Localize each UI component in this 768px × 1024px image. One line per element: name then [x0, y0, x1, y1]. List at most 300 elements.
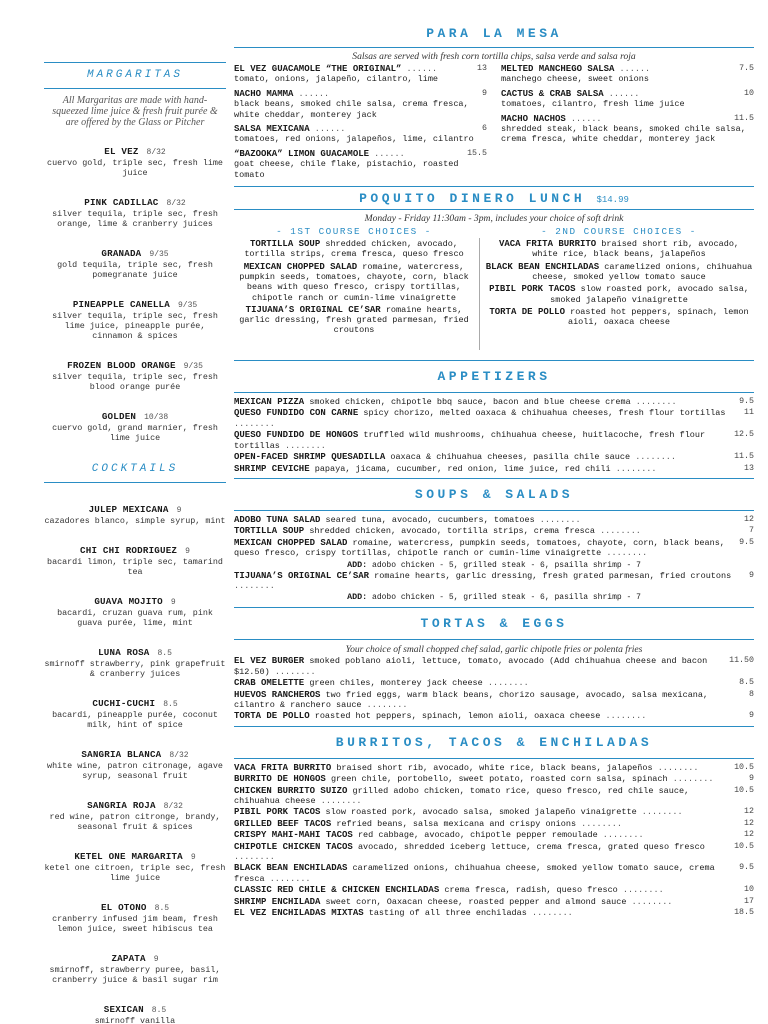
cocktails-title: COCKTAILS: [91, 463, 179, 475]
item-name: TORTILLA SOUP: [250, 239, 321, 250]
drink-name: SANGRIA BLANCA: [81, 749, 162, 760]
item-description: shredded chicken, avocado, tortilla strips, crema fresca: [309, 526, 595, 537]
item-price: 13: [744, 463, 754, 473]
menu-item: [234, 149, 487, 180]
item-name: CLASSIC RED CHILE & CHICKEN ENCHILADAS: [234, 885, 440, 896]
menu-item: [501, 64, 754, 85]
drink-description: white wine, patron citronage, agave syrup, seasonal fruit: [47, 761, 223, 781]
leader-dots: ........: [234, 580, 275, 591]
item-name: EL VEZ BURGER: [234, 656, 305, 667]
item-price: 10.5: [734, 841, 754, 851]
drink-description: smirnoff, strawberry puree, basil, cranberry juice & basil sugar rim: [49, 965, 221, 985]
item-price: 9.5: [739, 863, 754, 873]
drink-title-line: [44, 946, 226, 965]
item-name: HUEVOS RANCHEROS: [234, 689, 321, 700]
section-subtitle: Salsas are served with fresh corn tortilla chips, salsa verde and salsa roja: [352, 51, 636, 62]
drink-name: SEXICAN: [103, 1004, 144, 1015]
divider: [234, 758, 754, 759]
drink-description: cazadores blanco, simple syrup, mint: [44, 516, 226, 526]
drink-title-line: [44, 895, 226, 914]
leader-dots: ........: [601, 548, 648, 559]
drink-item: [44, 793, 226, 832]
drink-price: 9/35: [149, 250, 169, 259]
item-price: 13: [477, 64, 487, 73]
item-description: smoked chicken, chipotle bbq sauce, bacon and blue cheese crema: [309, 397, 631, 408]
item-description: roasted hot peppers, spinach, lemon aioli, oaxaca cheese: [567, 306, 749, 328]
item-description: romaine, watercress, pumpkin seeds, tomatoes, chayote, corn, black beans, queso fresco, crispy tortillas, chipotle ranch or cumin-lime vinaigrette: [234, 537, 725, 559]
item-name: “BAZOOKA” LIMON GUACAMOLE: [234, 148, 370, 159]
drink-item: [44, 497, 226, 526]
drink-item: [44, 353, 226, 392]
leader-dots: ........: [482, 678, 529, 689]
item-description: romaine hearts, garlic dressing, fresh grated parmesan, fried croutons: [239, 304, 469, 336]
item-price: 6: [482, 124, 487, 134]
drink-title-line: [44, 139, 226, 158]
menu-item: [234, 452, 754, 462]
drink-title-line: [44, 497, 226, 516]
leader-dots: ........: [361, 699, 408, 710]
leader-dots: ......: [565, 113, 602, 124]
item-description: manchego cheese, sweet onions: [501, 74, 649, 85]
drink-name: GOLDEN: [101, 411, 137, 422]
drink-name: CUCHI-CUCHI: [92, 698, 156, 709]
item-description: truffled wild mushrooms, chihuahua cheese, huitlacoche, fresh flour tortillas: [234, 430, 706, 451]
item-price: 12: [744, 830, 754, 840]
lunch-item: [484, 239, 754, 260]
item-name: SHRIMP CEVICHE: [234, 463, 310, 474]
item-price: 8: [749, 689, 754, 699]
item-name: MEXICAN CHOPPED SALAD: [243, 261, 358, 272]
lunch-item: [234, 305, 474, 336]
drink-price: 9: [176, 506, 182, 515]
drink-name: GRANADA: [101, 248, 142, 259]
drink-description: smirnoff strawberry, pink grapefruit & cranberry juices: [44, 659, 226, 679]
item-name: CHICKEN BURRITO SUIZO: [234, 785, 348, 796]
item-name: ADOBO TUNA SALAD: [234, 514, 321, 525]
drink-item: [44, 640, 226, 679]
add-ons: [234, 592, 754, 603]
item-description: tomatoes, red onions, jalapeños, lime, cilantro: [234, 134, 474, 145]
leader-dots: ........: [600, 711, 647, 722]
leader-dots: ......: [309, 124, 346, 135]
item-price: 7: [749, 526, 754, 536]
drink-price: 8.5: [154, 904, 170, 913]
item-name: PIBIL PORK TACOS: [489, 284, 576, 295]
item-name: TIJUANA’S ORIGINAL CE’SAR: [234, 570, 370, 581]
item-price: 9.5: [739, 397, 754, 407]
menu-item: [234, 807, 754, 817]
lunch-item: [234, 239, 474, 260]
menu-item: [234, 656, 754, 677]
leader-dots: ........: [264, 873, 311, 884]
add-label: ADD:: [347, 559, 368, 570]
menu-item: [501, 114, 754, 145]
menu-item: [234, 408, 754, 429]
leader-dots: ........: [617, 885, 664, 896]
drink-description: smirnoff vanilla: [94, 1016, 176, 1024]
drink-description: red wine, patron citronge, brandy, seasonal fruit & spices: [49, 812, 221, 832]
item-name: TORTA DE POLLO: [489, 306, 565, 317]
item-price: 9: [749, 774, 754, 784]
drink-title-line: [44, 691, 226, 710]
lunch-title: POQUITO DINERO LUNCH: [359, 191, 586, 207]
drink-title-line: [44, 997, 226, 1016]
divider: [234, 392, 754, 393]
item-price: 11.50: [729, 656, 754, 666]
item-price: 11.5: [734, 452, 754, 462]
menu-item: [234, 64, 487, 85]
drink-name: EL VEZ: [104, 146, 139, 157]
leader-dots: ........: [652, 762, 699, 773]
drink-name: PINK CADILLAC: [84, 197, 159, 208]
soups-section: [234, 478, 754, 603]
drink-name: KETEL ONE MARGARITA: [74, 851, 183, 862]
menu-item: [234, 124, 487, 145]
tortas-section: [234, 607, 754, 721]
lunch-item: [484, 262, 754, 283]
drink-description: gold tequila, triple sec, fresh pomegranate juice: [57, 260, 213, 280]
drink-title-line: [44, 589, 226, 608]
item-name: QUESO FUNDIDO DE HONGOS: [234, 430, 359, 441]
drink-title-line: [44, 844, 226, 863]
drink-title-line: [44, 241, 226, 260]
leader-dots: ........: [234, 852, 275, 863]
add-label: ADD:: [347, 592, 368, 603]
drink-title-line: [44, 538, 226, 557]
drink-item: [44, 404, 226, 443]
leader-dots: ........: [597, 830, 644, 841]
item-price: 9: [749, 711, 754, 721]
drink-price: 8.5: [151, 1006, 167, 1015]
item-price: 18.5: [734, 908, 754, 918]
item-name: CRAB OMELETTE: [234, 678, 305, 689]
drink-price: 8/32: [163, 802, 183, 811]
item-price: 10.5: [734, 762, 754, 772]
item-price: 12.5: [734, 430, 754, 440]
item-description: romaine hearts, garlic dressing, fresh grated parmesan, fried croutons: [374, 570, 732, 581]
drink-item: [44, 946, 226, 985]
item-price: 12: [744, 818, 754, 828]
item-name: QUESO FUNDIDO CON CARNE: [234, 408, 359, 419]
menu-item: [234, 842, 754, 863]
divider: [44, 482, 226, 483]
leader-dots: ........: [630, 397, 677, 408]
divider: [234, 47, 754, 48]
leader-dots: ......: [614, 64, 651, 74]
drink-name: PINEAPPLE CANELLA: [72, 299, 170, 310]
item-description: crema fresca, radish, queso fresco: [444, 885, 618, 896]
leader-dots: ......: [603, 88, 640, 99]
item-price: 11.5: [734, 113, 754, 123]
item-price: 9: [749, 570, 754, 580]
leader-dots: ........: [576, 818, 622, 829]
item-name: TORTA DE POLLO: [234, 711, 310, 722]
food-column: [234, 22, 754, 919]
item-description: green chile, portobello, sweet potato, roasted corn salsa, spinach: [330, 774, 668, 785]
menu-item: [234, 863, 754, 884]
item-price: 8.5: [739, 678, 754, 688]
drink-item: [44, 241, 226, 280]
menu-item: [234, 464, 754, 474]
item-price: 10: [744, 885, 754, 895]
item-name: VACA FRITA BURRITO: [498, 239, 597, 250]
burritos-list: [234, 763, 754, 919]
drink-price: 9: [190, 853, 196, 862]
drink-title-line: [44, 640, 226, 659]
item-price: 7.5: [739, 64, 754, 73]
item-description: tomatoes, cilantro, fresh lime juice: [501, 99, 685, 110]
drink-item: [44, 742, 226, 781]
drink-description: bacardi limon, triple sec, tamarind tea: [47, 557, 223, 577]
menu-item: [234, 690, 754, 711]
item-description: seared tuna, avocado, cucumbers, tomatoes: [325, 514, 535, 525]
drink-price: 9/35: [183, 362, 203, 371]
leader-dots: ........: [630, 452, 677, 463]
drink-name: FROZEN BLOOD ORANGE: [67, 360, 176, 371]
leader-dots: ......: [401, 64, 438, 74]
item-description: spicy chorizo, melted oaxaca & chihuahua cheeses, fresh flour tortillas: [363, 408, 726, 419]
item-description: papaya, jicama, cucumber, red onion, lime juice, red chili: [314, 463, 611, 474]
appetizers-list: [234, 397, 754, 474]
item-description: shredded chicken, avocado, tortilla strips, crema fresca, queso fresco: [244, 239, 464, 260]
menu-item: [234, 908, 754, 918]
leader-dots: ........: [626, 896, 673, 907]
burritos-section: [234, 726, 754, 919]
item-description: smoked poblano aioli, lettuce, tomato, avocado (Add chihuahua cheese and bacon $12.50): [234, 656, 708, 677]
section-subtitle: Monday - Friday 11:30am - 3pm, includes your choice of soft drink: [364, 213, 624, 225]
item-description: caramelized onions, chihuahua cheese, smoked yellow tomato sauce: [532, 261, 753, 282]
item-name: GRILLED BEEF TACOS: [234, 818, 332, 829]
drink-description: cuervo gold, triple sec, fresh lime juice: [47, 158, 223, 178]
drink-name: ZAPATA: [111, 953, 146, 964]
item-price: 12: [744, 807, 754, 817]
item-name: EL VEZ GUACAMOLE “THE ORIGINAL”: [234, 64, 402, 74]
leader-dots: ........: [636, 807, 683, 818]
item-price: 9: [482, 88, 487, 98]
drink-price: 9: [170, 598, 176, 607]
item-name: PIBIL PORK TACOS: [234, 807, 321, 818]
second-course: [484, 226, 754, 350]
leader-dots: ........: [269, 666, 316, 677]
menu-item: [234, 774, 754, 784]
menu-item: [234, 885, 754, 895]
item-description: caramelized onions, chihuahua cheese, smoked yellow tomato sauce, crema fresca: [234, 863, 715, 884]
item-description: grilled adobo chicken, tomato rice, queso fresco, red chile sauce, chihuahua cheese: [234, 785, 690, 806]
soups-list: [234, 515, 754, 603]
menu-item: [234, 515, 754, 525]
drink-name: CHI CHI RODRIGUEZ: [80, 545, 178, 556]
leader-dots: ........: [610, 463, 657, 474]
appetizers-section: [234, 360, 754, 474]
menu-item: [234, 830, 754, 840]
drink-name: JULEP MEXICANA: [88, 504, 169, 515]
item-description: goat cheese, chile flake, pistachio, roasted tomato: [234, 159, 459, 180]
menu-item: [234, 430, 754, 451]
first-course-heading: - 1ST COURSE CHOICES -: [276, 226, 432, 238]
item-name: MELTED MANCHEGO SALSA: [501, 64, 615, 74]
item-description: slow roasted pork, avocado salsa, smoked jalapeño vinaigrette: [550, 284, 749, 305]
leader-dots: ........: [526, 908, 573, 919]
tortas-list: [234, 656, 754, 721]
drink-item: [44, 190, 226, 229]
drink-item: [44, 589, 226, 628]
lunch-section: [234, 186, 754, 350]
item-name: TORTILLA SOUP: [234, 526, 305, 537]
drink-name: EL OTONO: [100, 902, 147, 913]
margaritas-list: [44, 139, 226, 443]
item-price: 9.5: [739, 537, 754, 547]
leader-dots: ........: [279, 440, 326, 451]
drink-item: [44, 538, 226, 577]
divider: [234, 639, 754, 640]
section-title: APPETIZERS: [437, 369, 551, 385]
drink-item: [44, 292, 226, 341]
drink-description: cranberry infused jim beam, fresh lemon juice, sweet hibiscus tea: [52, 914, 218, 934]
section-title: [234, 187, 754, 209]
section-title: BURRITOS, TACOS & ENCHILADAS: [335, 734, 653, 750]
leader-dots: ........: [234, 418, 275, 429]
menu-item: [234, 538, 754, 559]
drink-price: 10/38: [144, 413, 169, 422]
drink-price: 8/32: [169, 751, 189, 760]
menu-item: [234, 571, 754, 592]
item-price: 11: [744, 408, 754, 418]
item-description: oaxaca & chihuahua cheeses, pasilla chile sauce: [390, 452, 631, 463]
menu-item: [234, 897, 754, 907]
item-name: CRISPY MAHI-MAHI TACOS: [234, 830, 353, 841]
item-name: CACTUS & CRAB SALSA: [501, 88, 604, 99]
add-options: adobo chicken - 5, grilled steak - 6, pasilla shrimp - 7: [372, 593, 641, 603]
item-price: 10.5: [734, 785, 754, 795]
menu-item: [234, 711, 754, 721]
drink-description: cuervo gold, grand marnier, fresh lime juice: [52, 423, 218, 443]
item-name: MACHO NACHOS: [501, 113, 566, 124]
item-name: NACHO MAMMA: [234, 88, 294, 99]
menu-item: [234, 397, 754, 407]
leader-dots: ......: [369, 148, 405, 159]
cocktails-list: [44, 497, 226, 1024]
drink-title-line: [44, 353, 226, 372]
drink-price: 9: [185, 547, 190, 556]
item-description: avocado, shredded iceberg lettuce, crema fresca, grated queso fresco: [357, 841, 705, 852]
add-options: adobo chicken - 5, grilled steak - 6, psailla shrimp - 7: [372, 560, 641, 570]
drink-name: LUNA ROSA: [98, 647, 150, 658]
item-name: CHIPOTLE CHICKEN TACOS: [234, 841, 353, 852]
drink-description: bacardi, cruzan guava rum, pink guava purée, lime, mint: [57, 608, 213, 628]
item-price: 12: [744, 514, 754, 524]
menu-item: [234, 763, 754, 773]
item-name: SALSA MEXICANA: [234, 124, 310, 135]
leader-dots: ......: [293, 88, 330, 99]
drink-title-line: [44, 793, 226, 812]
menu-item: [234, 89, 487, 120]
item-description: tasting of all three enchiladas: [368, 908, 527, 919]
lunch-item: [484, 307, 754, 328]
item-name: VACA FRITA BURRITO: [234, 762, 332, 773]
add-ons: [234, 560, 754, 571]
divider: [479, 238, 480, 350]
item-price: 10: [744, 88, 754, 98]
menu-item: [234, 819, 754, 829]
item-name: SHRIMP ENCHILADA: [234, 896, 321, 907]
drink-description: silver tequila, triple sec, fresh lime juice, pineapple purée, cinnamon & spices: [52, 311, 218, 341]
drink-title-line: [44, 190, 226, 209]
drink-price: 8.5: [157, 649, 172, 658]
item-name: BLACK BEAN ENCHILADAS: [485, 261, 600, 272]
item-description: braised short rib, avocado, white rice, black beans, jalapeños: [532, 239, 740, 260]
divider: [234, 209, 754, 210]
drink-title-line: [44, 742, 226, 761]
leader-dots: ........: [667, 774, 714, 785]
para-la-mesa-left: [234, 64, 487, 184]
drink-item: [44, 139, 226, 178]
item-description: braised short rib, avocado, white rice, black beans, jalapeños: [336, 762, 653, 773]
drink-item: [44, 895, 226, 934]
divider: [234, 510, 754, 511]
drink-price: 8/32: [166, 199, 186, 208]
drink-description: ketel one citroen, triple sec, fresh lime juice: [44, 863, 226, 883]
leader-dots: ........: [315, 796, 362, 806]
item-description: shredded steak, black beans, smoked chile salsa, crema fresca, white cheddar, monterey jack: [501, 124, 746, 145]
item-name: MEXICAN PIZZA: [234, 397, 305, 408]
item-description: red cabbage, avocado, chipotle pepper remoulade: [357, 830, 598, 841]
lunch-item: [484, 284, 754, 305]
drink-price: 9: [153, 955, 159, 964]
section-title: TORTAS & EGGS: [420, 616, 568, 632]
item-description: slow roasted pork, avocado salsa, smoked jalapeño vinaigrette: [325, 807, 637, 818]
menu-item: [234, 678, 754, 688]
item-name: MEXICAN CHOPPED SALAD: [234, 537, 348, 548]
drink-name: SANGRIA ROJA: [87, 800, 156, 811]
menu-item: [234, 526, 754, 536]
menu-item: [501, 89, 754, 110]
drinks-column: [44, 62, 226, 1024]
drink-price: 9/35: [177, 301, 198, 310]
drink-item: [44, 844, 226, 883]
item-name: EL VEZ ENCHILADAS MIXTAS: [234, 908, 364, 919]
section-title: PARA LA MESA: [426, 26, 562, 41]
item-name: TIJUANA’S ORIGINAL CE’SAR: [245, 304, 381, 315]
section-title: SOUPS & SALADS: [414, 486, 574, 502]
item-description: romaine, watercress, pumpkin seeds, tomatoes, chayote, corn, black beans with queso fresco, crispy tortillas, chipotle ranch or cumin-lime vinaigrette: [239, 261, 469, 303]
drink-description: silver tequila, triple sec, fresh orange, lime & cranberry juices: [52, 209, 218, 229]
drink-name: GUAVA MOJITO: [94, 596, 163, 607]
item-description: sweet corn, Oaxacan cheese, roasted pepper and almond sauce: [325, 896, 627, 907]
item-name: OPEN-FACED SHRIMP QUESADILLA: [234, 452, 386, 463]
section-subtitle: Your choice of small chopped chef salad, garlic chipotle fries or polenta fries: [345, 644, 643, 656]
first-course: [234, 226, 474, 350]
leader-dots: ........: [594, 526, 641, 537]
item-name: BURRITO DE HONGOS: [234, 774, 326, 785]
item-description: black beans, smoked chile salsa, crema fresca, white cheddar, monterey jack: [234, 99, 469, 120]
item-description: roasted hot peppers, spinach, lemon aioli, oaxaca cheese: [314, 711, 601, 722]
second-course-heading: - 2ND COURSE CHOICES -: [541, 226, 697, 238]
lunch-item: [234, 262, 474, 303]
item-description: refried beans, salsa mexicana and crispy onions: [336, 818, 577, 829]
drink-description: silver tequila, triple sec, fresh blood orange purée: [52, 372, 218, 392]
drink-description: bacardi, pineapple purée, coconut milk, hint of spice: [52, 710, 218, 730]
drink-price: 8/32: [146, 148, 166, 157]
item-description: green chiles, monterey jack cheese: [309, 678, 483, 689]
drink-title-line: [44, 292, 226, 311]
drink-item: [44, 691, 226, 730]
drink-price: 8.5: [163, 700, 178, 709]
item-description: two fried eggs, warm black beans, chorizo sausage, avocado, salsa mexicana, cilantro & ranchero sauce: [234, 689, 709, 710]
item-name: BLACK BEAN ENCHILADAS: [234, 863, 348, 874]
drink-item: [44, 997, 226, 1024]
drink-title-line: [44, 404, 226, 423]
item-price: 15.5: [467, 148, 487, 158]
